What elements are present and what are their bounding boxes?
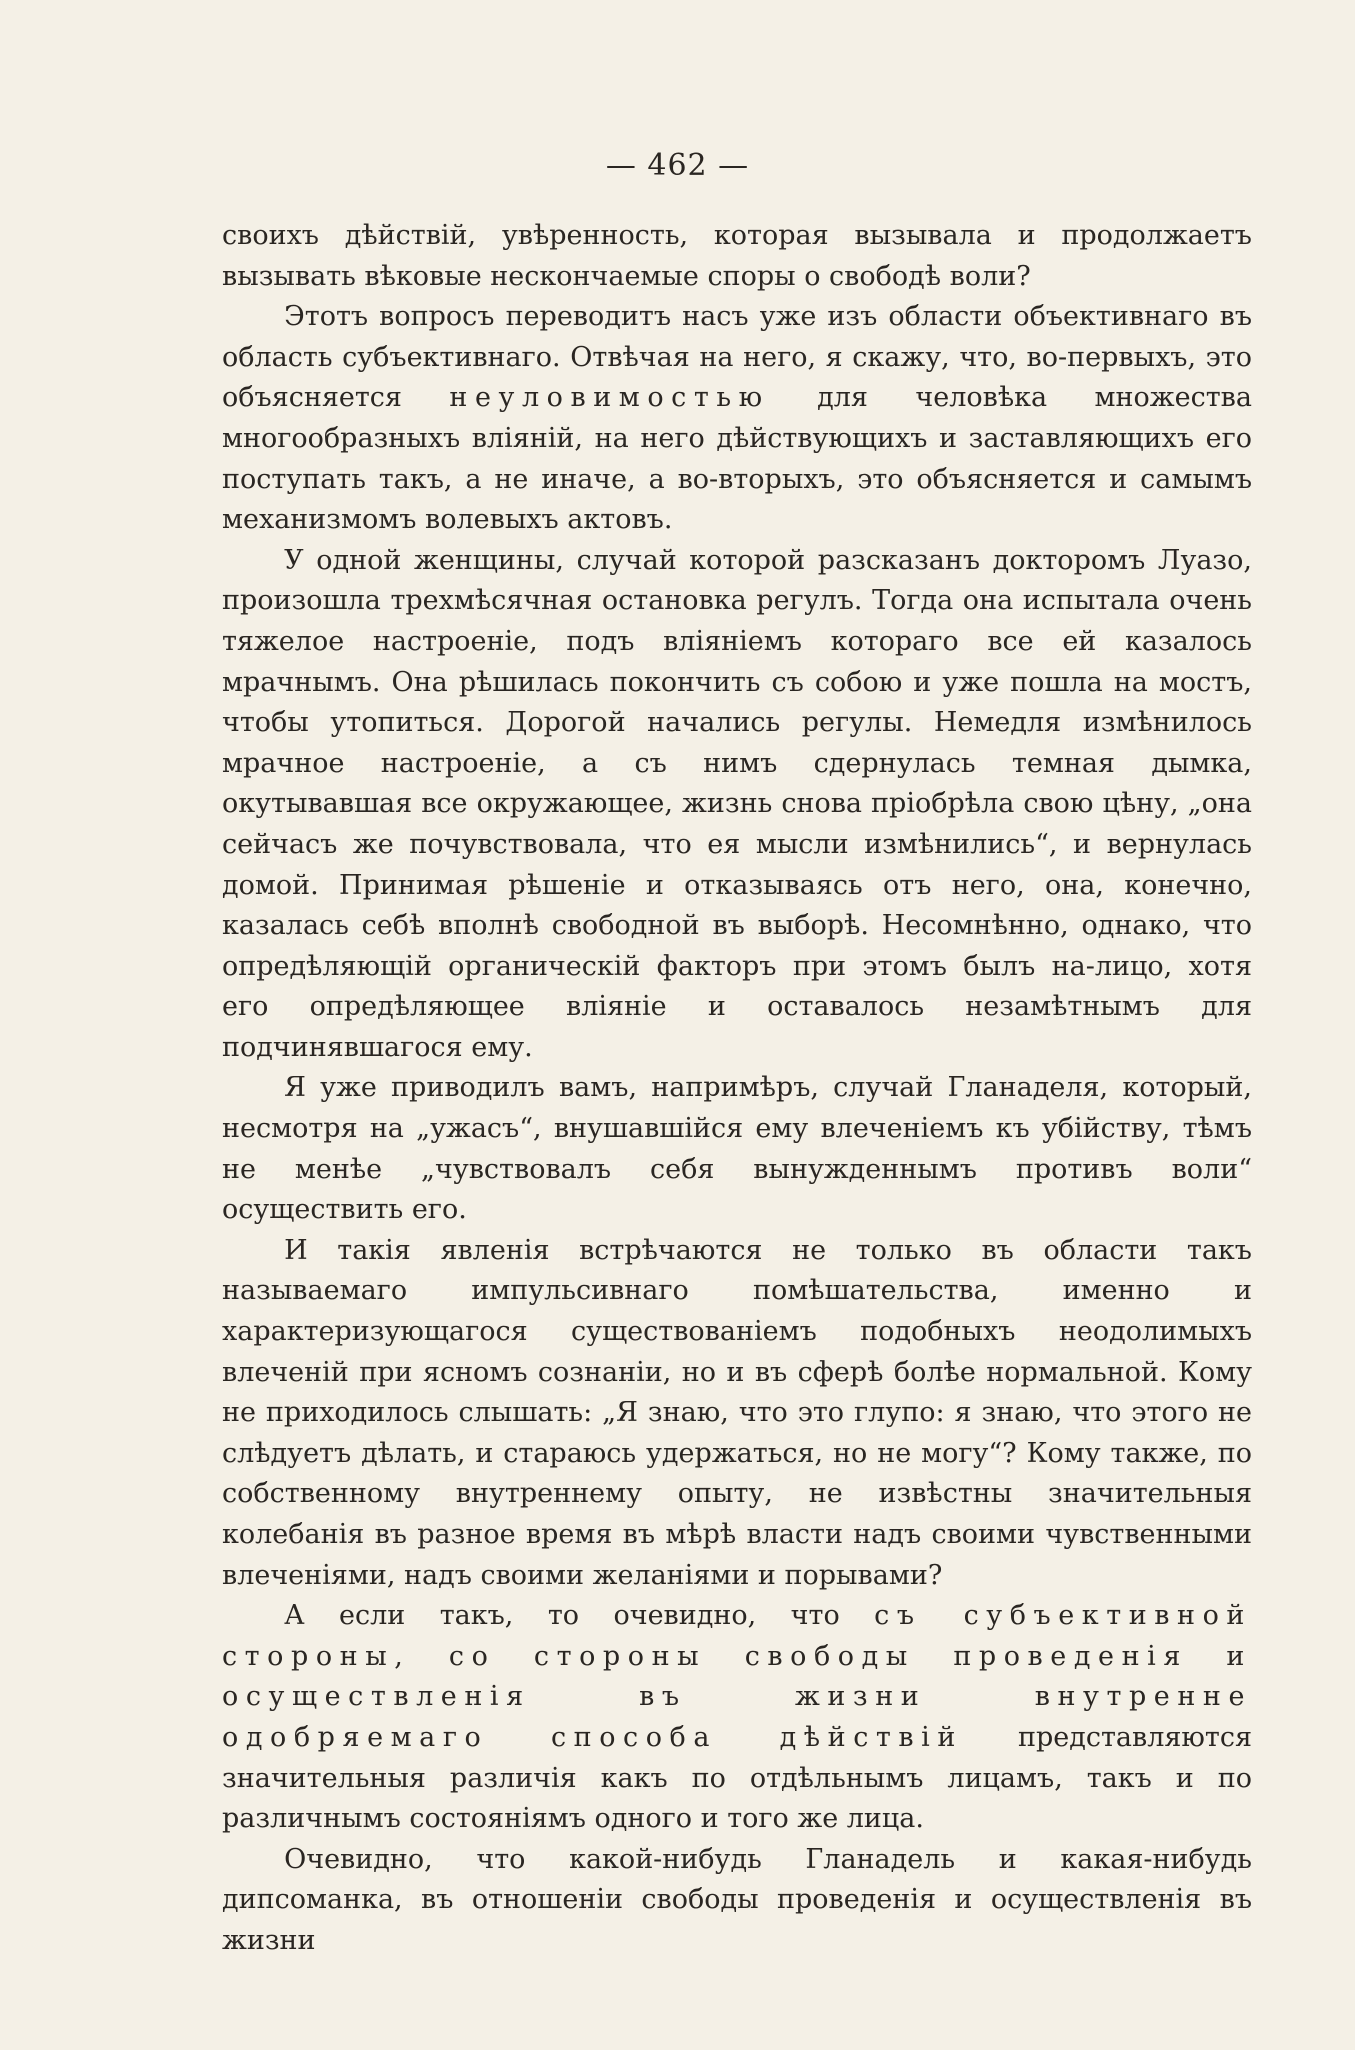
- paragraph-7: [222, 1840, 1252, 1962]
- body-text: [222, 216, 1252, 1962]
- text-run: У одной женщины, случай которой разсказанъ докторомъ Луазо, произошла трехмѣсячная остановка регулъ. Тогда она испытала очень тяжелое настроеніе, подъ вліяніемъ котораго все ей казалось мрачнымъ. Она рѣшилась покончить съ собою и уже пошла на мостъ, чтобы утопиться. Дорогой начались регулы. Немедля измѣнилось мрачное настроеніе, а съ нимъ сдернулась темная дымка, окутывавшая все окружающее, жизнь снова пріобрѣла свою цѣну, „она сейчасъ же почувствовала, что ея мысли измѣнились“, и вернулась домой. Принимая рѣшеніе и отказываясь отъ него, она, конечно, казалась себѣ вполнѣ свободной въ выборѣ. Несомнѣнно, однако, что опредѣляющій органическій факторъ при этомъ былъ на-лицо, хотя его опредѣляющее вліяніе и оставалось незамѣтнымъ для подчинявшагося ему.: [222, 544, 1252, 1063]
- spaced-emphasis-text: неуловимостью: [449, 382, 770, 414]
- paragraph-4: [222, 1068, 1252, 1230]
- text-run: Я уже приводилъ вамъ, напримѣръ, случай Гланаделя, который, несмотря на „ужасъ“, внушавшійся ему влеченіемъ къ убійству, тѣмъ не менѣе „чувствовалъ себя вынужденнымъ противъ воли“ осуществить его.: [222, 1072, 1252, 1226]
- paragraph-5: [222, 1231, 1252, 1596]
- paragraph-3: [222, 541, 1252, 1069]
- text-run: Очевидно, что какой-нибудь Гланадель и какая-нибудь дипсоманка, въ отношеніи свободы проведенія и осуществленія въ жизни: [222, 1843, 1252, 1956]
- text-run: представляются значительныя различія какъ по отдѣльнымъ лицамъ, такъ и по различнымъ состояніямъ одного и того же лица.: [222, 1721, 1252, 1835]
- spaced-emphasis-text: съ субъективной стороны, со стороны свободы проведенія и осуществленія въ жизни внутренне одобряемаго способа дѣйствій: [222, 1600, 1252, 1753]
- text-run: Этотъ вопросъ переводитъ насъ уже изъ области объективнаго въ область субъективнаго. Отвѣчая на него, я скажу, что, во-первыхъ, это объясняется: [222, 301, 1252, 414]
- text-run: для человѣка множества многообразныхъ вліяній, на него дѣйствующихъ и заставляющихъ его поступать такъ, а не иначе, а во-вторыхъ, это объясняется и самымъ механизмомъ волевыхъ актовъ.: [222, 382, 1252, 536]
- page-number: — 462 —: [605, 148, 750, 183]
- paragraph-6: [222, 1596, 1252, 1840]
- paragraph-1: [222, 216, 1252, 297]
- text-run: И такія явленія встрѣчаются не только въ области такъ называемаго импульсивнаго помѣшательства, именно и характеризующагося существованіемъ подобныхъ неодолимыхъ влеченій при ясномъ сознаніи, но и въ сферѣ болѣе нормальной. Кому не приходилось слышать: „Я знаю, что это глупо: я знаю, что этого не слѣдуетъ дѣлать, и стараюсь удержаться, но не могу“? Кому также, по собственному внутреннему опыту, не извѣстны значительныя колебанія въ разное время въ мѣрѣ власти надъ своими чувственными влеченіями, надъ своими желаніями и порывами?: [222, 1234, 1252, 1591]
- text-run: А если такъ, то очевидно, что: [284, 1600, 875, 1632]
- text-run: своихъ дѣйствій, увѣренность, которая вызывала и продолжаетъ вызывать вѣковые нескончаемые споры о свободѣ воли?: [222, 220, 1252, 292]
- paragraph-2: [222, 297, 1252, 541]
